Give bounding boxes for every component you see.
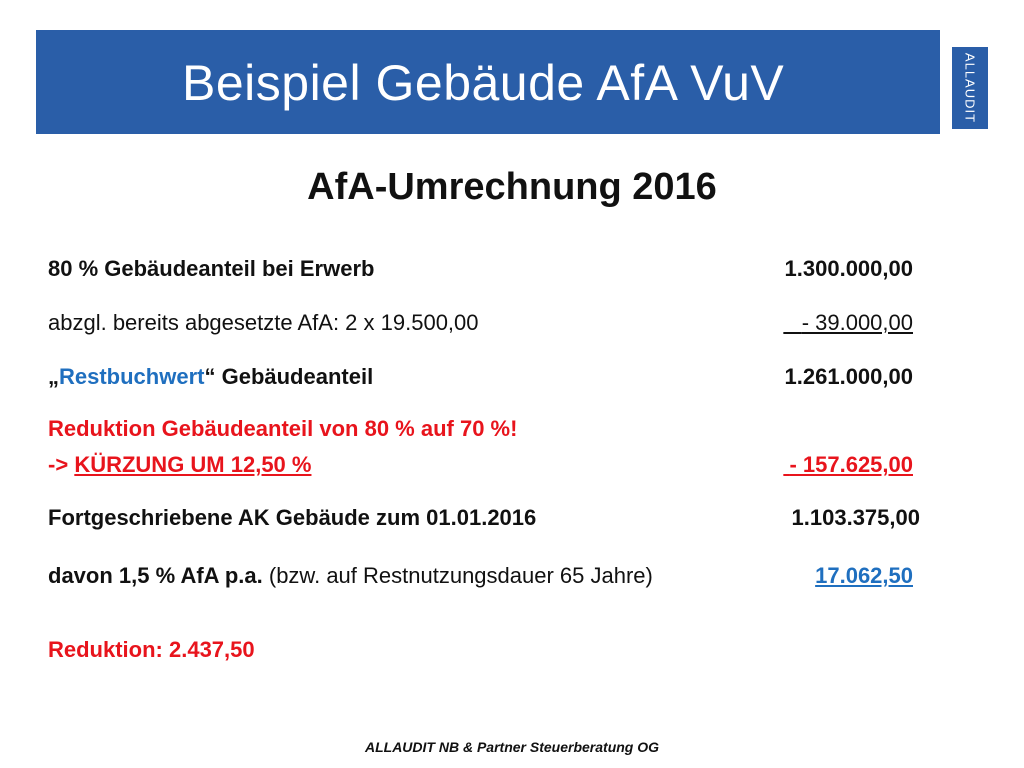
- restbuchwert-highlight: Restbuchwert: [59, 364, 205, 389]
- quote-open: „: [48, 364, 59, 389]
- kuerzung-amount-wrap: [783, 452, 913, 477]
- afa-pa-rest: (bzw. auf Restnutzungsdauer 65 Jahre): [262, 563, 653, 588]
- title-bar: [36, 30, 940, 134]
- row-kuerzung-label: [48, 452, 311, 478]
- row-restbuchwert-label: [48, 364, 373, 390]
- row-fortgeschrieben-label: Fortgeschriebene AK Gebäude zum 01.01.2016: [48, 505, 537, 530]
- logo: [952, 47, 988, 129]
- logo-text: ALLAUDIT: [962, 52, 978, 124]
- row-abzgl-afa-value: [783, 310, 913, 336]
- kuerzung-amount: - 157.625,00: [789, 452, 913, 477]
- row-kuerzung-value: [783, 452, 913, 478]
- arrow-text: ->: [48, 452, 69, 477]
- row-afa-pa-value: 17.062,50: [815, 563, 913, 588]
- row-afa-pa-label: [48, 563, 653, 589]
- row-gebaeudeanteil-value: 1.300.000,00: [784, 256, 913, 281]
- row-abzgl-afa-label: abzgl. bereits abgesetzte AfA: 2 x 19.500,00: [48, 310, 479, 335]
- row-gebaeudeanteil-label: 80 % Gebäudeanteil bei Erwerb: [48, 256, 375, 281]
- row-fortgeschrieben-value: 1.103.375,00: [791, 505, 920, 530]
- row-abzgl-afa-amount: - 39.000,00: [801, 310, 913, 335]
- slide-title: Beispiel Gebäude AfA VuV: [182, 55, 785, 111]
- afa-pa-bold: davon 1,5 % AfA p.a.: [48, 563, 263, 588]
- row-reduktion-note: Reduktion Gebäudeanteil von 80 % auf 70 %!: [48, 416, 518, 441]
- kuerzung-text: KÜRZUNG UM 12,50 %: [74, 452, 312, 477]
- restbuchwert-suffix: “ Gebäudeanteil: [204, 364, 374, 389]
- row-restbuchwert-value: 1.261.000,00: [784, 364, 913, 389]
- footer: ALLAUDIT NB & Partner Steuerberatung OG: [364, 739, 660, 755]
- subtitle: AfA-Umrechnung 2016: [307, 166, 717, 208]
- row-reduktion-total: Reduktion: 2.437,50: [48, 637, 255, 662]
